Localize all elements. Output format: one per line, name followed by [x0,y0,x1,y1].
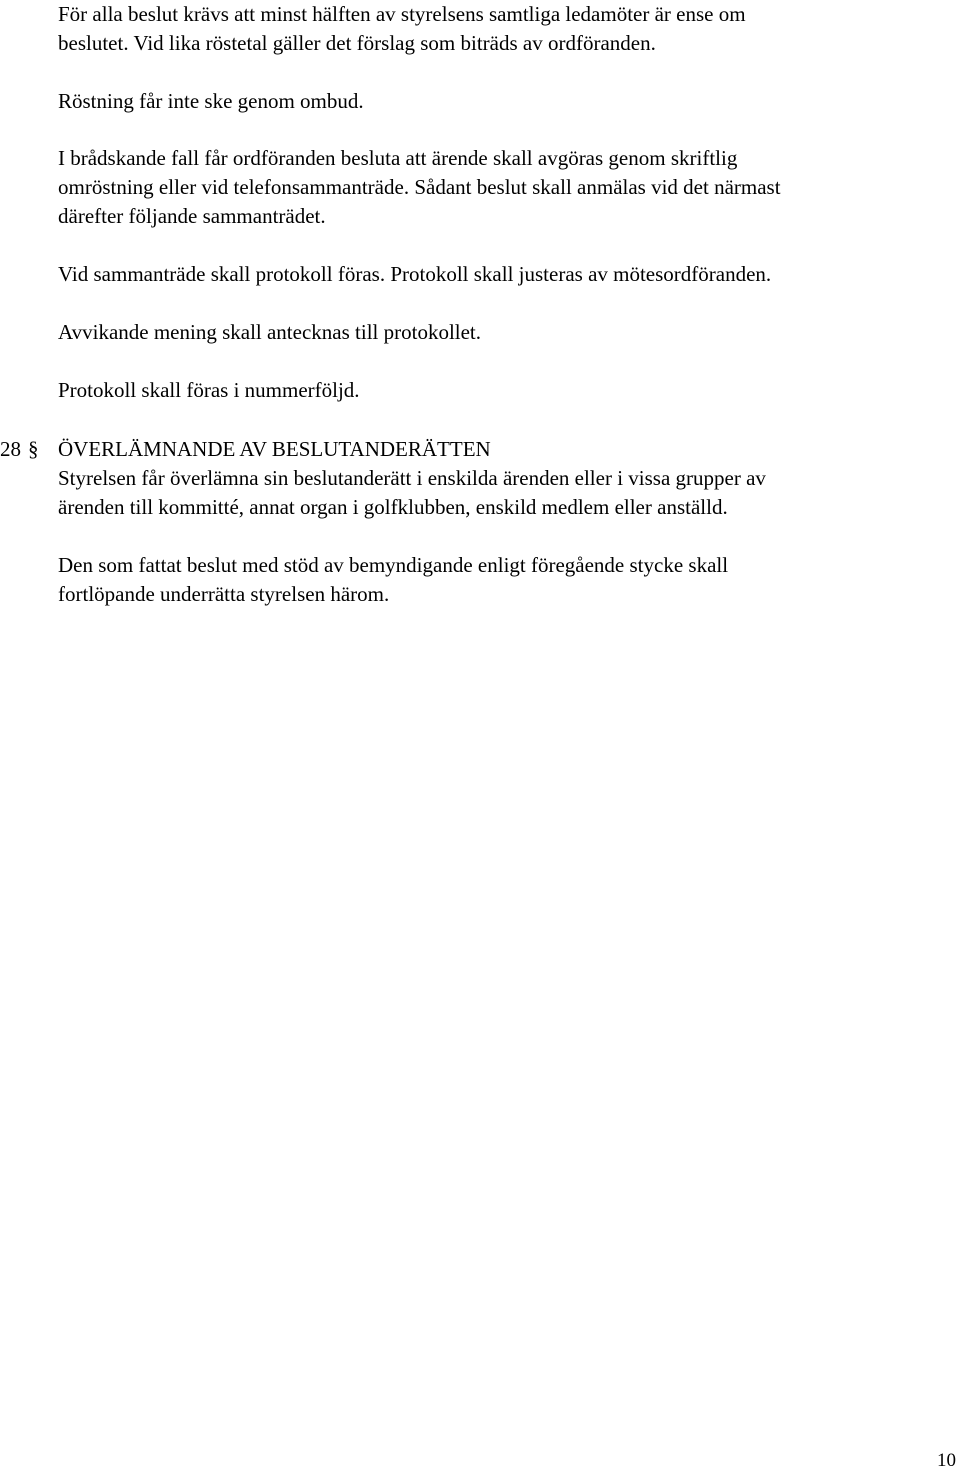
paragraph-5-line-1: Avvikande mening skall antecknas till protokollet. [58,320,482,344]
paragraph-4-line-1: Vid sammanträde skall protokoll föras. Protokoll skall justeras av mötesordföranden. [58,262,772,286]
page-number: 10 [937,1450,956,1471]
section-paragraph-1-line-1: Styrelsen får överlämna sin beslutanderätt i enskilda ärenden eller i vissa grupper av [58,466,766,490]
paragraph-1-line-1: För alla beslut krävs att minst hälften av styrelsens samtliga ledamöter är ense om [58,2,746,26]
section-paragraph-2-line-1: Den som fattat beslut med stöd av bemyndigande enligt föregående stycke skall [58,553,729,577]
section-paragraph-1-line-2: ärenden till kommitté, annat organ i golfklubben, enskild medlem eller anställd. [58,495,728,519]
section-number: 28 [0,437,21,461]
paragraph-3-line-2: omröstning eller vid telefonsammanträde. Sådant beslut skall anmälas vid det närmast [58,175,781,199]
section-paragraph-2-line-2: fortlöpande underrätta styrelsen härom. [58,582,390,606]
paragraph-3-line-3: därefter följande sammanträdet. [58,204,326,228]
section-sign: § [28,437,39,461]
paragraph-6-line-1: Protokoll skall föras i nummerföljd. [58,378,360,402]
section-heading: ÖVERLÄMNANDE AV BESLUTANDERÄTTEN [58,437,491,461]
paragraph-3-line-1: I brådskande fall får ordföranden besluta att ärende skall avgöras genom skriftlig [58,146,738,170]
paragraph-2-line-1: Röstning får inte ske genom ombud. [58,89,364,113]
paragraph-1-line-2: beslutet. Vid lika röstetal gäller det förslag som biträds av ordföranden. [58,31,656,55]
